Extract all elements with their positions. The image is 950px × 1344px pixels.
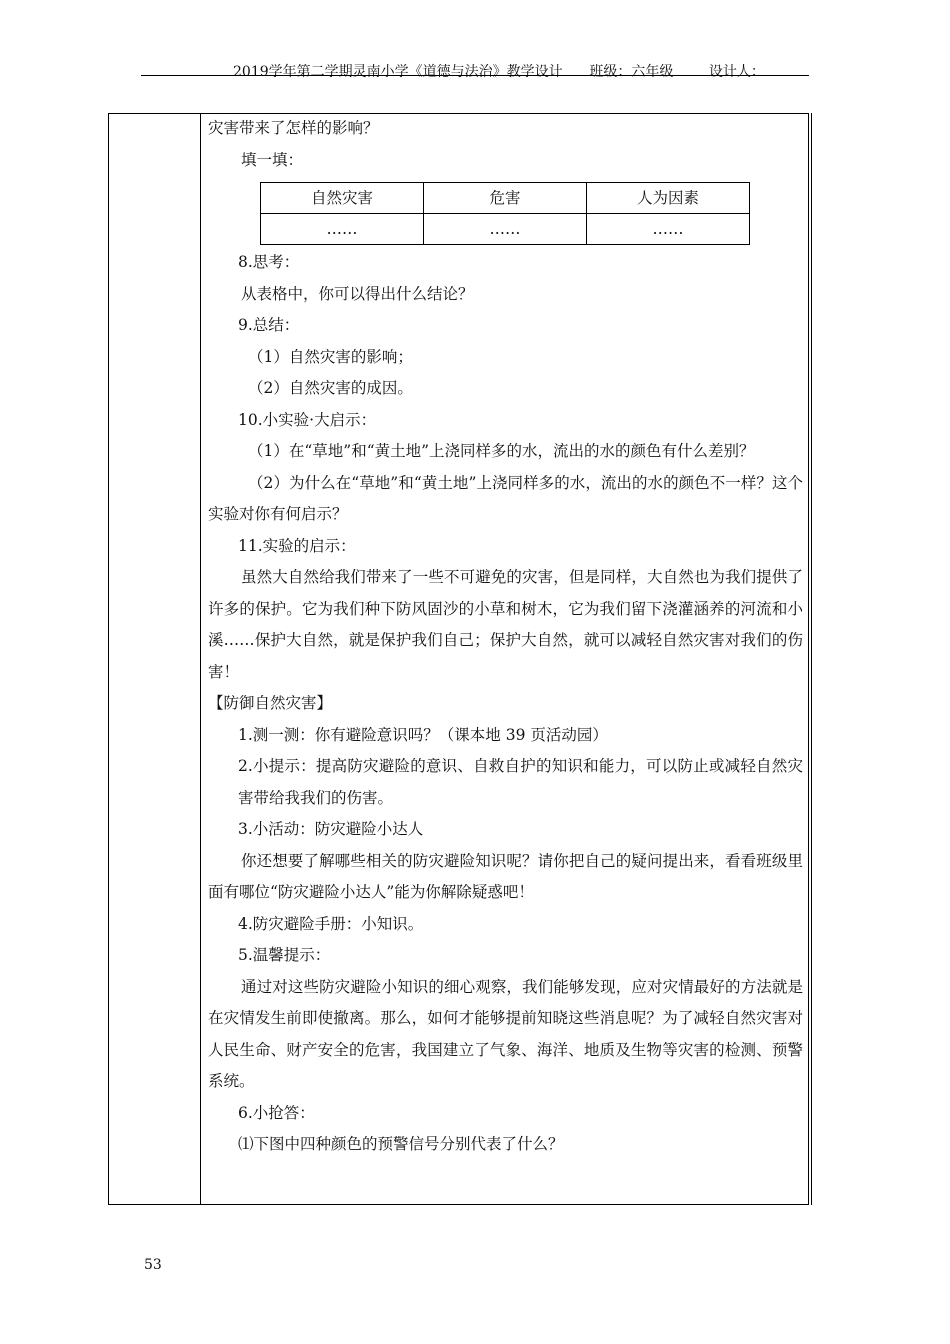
text-line: 1.测一测：你有避险意识吗？（课本地 39 页活动园） — [238, 725, 608, 744]
text-line: 灾害带来了怎样的影响？ — [208, 119, 379, 137]
column-divider — [200, 114, 201, 1204]
text-line: 通过对这些防灾避险小知识的细心观察，我们能够发现，应对灾情最好的方法就是在灾情发生前即使撤离。那么，如何才能够提前知晓这些消息呢？为了减轻自然灾害对人民生命、财产安全的危害，我国建立了气象、海洋、地质及生物等灾害的检测、预警系统。 — [208, 977, 803, 1090]
text-line: 从表格中，你可以得出什么结论？ — [241, 284, 474, 303]
text-line: （1）自然灾害的影响； — [248, 347, 413, 366]
fill-in-table — [260, 182, 750, 245]
text-line: （1）在“草地”和“黄土地”上浇同样多的水，流出的水的颜色有什么差别？ — [248, 442, 755, 460]
text-line: 3.小活动：防灾避险小达人 — [238, 820, 424, 838]
text-line: 5.温馨提示： — [238, 946, 331, 964]
table-header-cell: 自然灾害 — [261, 183, 424, 214]
text-line: 8.思考： — [238, 253, 300, 271]
section-heading: 【防御自然灾害】 — [208, 694, 333, 712]
page-number: 53 — [144, 1257, 162, 1273]
text-line: 4.防灾避险手册：小知识。 — [238, 914, 424, 933]
lesson-content — [208, 113, 803, 1161]
table-row — [261, 214, 750, 245]
text-line: 你还想要了解哪些相关的防灾避险知识呢？请你把自己的疑问提出来，看看班级里面有哪位“防灾避险小达人”能为你解除疑惑吧！ — [208, 851, 803, 901]
text-line: 填一填： — [241, 150, 304, 169]
text-line: （2）为什么在“草地”和“黄土地”上浇同样多的水，流出的水的颜色不一样？这个实验对你有何启示？ — [208, 473, 803, 523]
text-line: 虽然大自然给我们带来了一些不可避免的灾害，但是同样，大自然也为我们提供了许多的保护。它为我们种下防风固沙的小草和树木，它为我们留下浇灌涵养的河流和小溪……保护大自然，就是保护我们自己；保护大自然，就可以减轻自然灾害对我们的伤害！ — [208, 568, 803, 681]
text-line: （2）自然灾害的成因。 — [248, 379, 413, 397]
table-cell: …… — [424, 214, 587, 245]
table-cell: …… — [261, 214, 424, 245]
page-header: 2019学年第二学期灵南小学《道德与法治》教学设计 班级：六年级 设计人： — [233, 64, 765, 80]
text-line: ⑴下图中四种颜色的预警信号分别代表了什么？ — [238, 1135, 564, 1153]
table-header-cell: 危害 — [424, 183, 587, 214]
table-header-row — [261, 183, 750, 214]
text-line: 11.实验的启示： — [238, 536, 356, 555]
text-line: 10.小实验·大启示： — [238, 410, 377, 429]
table-cell: …… — [587, 214, 750, 245]
text-line: 2.小提示：提高防灾避险的意识、自救自护的知识和能力，可以防止或减轻自然灾害带给我我们的伤害。 — [238, 757, 803, 807]
table-header-cell: 人为因素 — [587, 183, 750, 214]
text-line: 9.总结： — [238, 316, 300, 334]
text-line: 6.小抢答： — [238, 1103, 315, 1122]
header-rule — [141, 75, 809, 76]
